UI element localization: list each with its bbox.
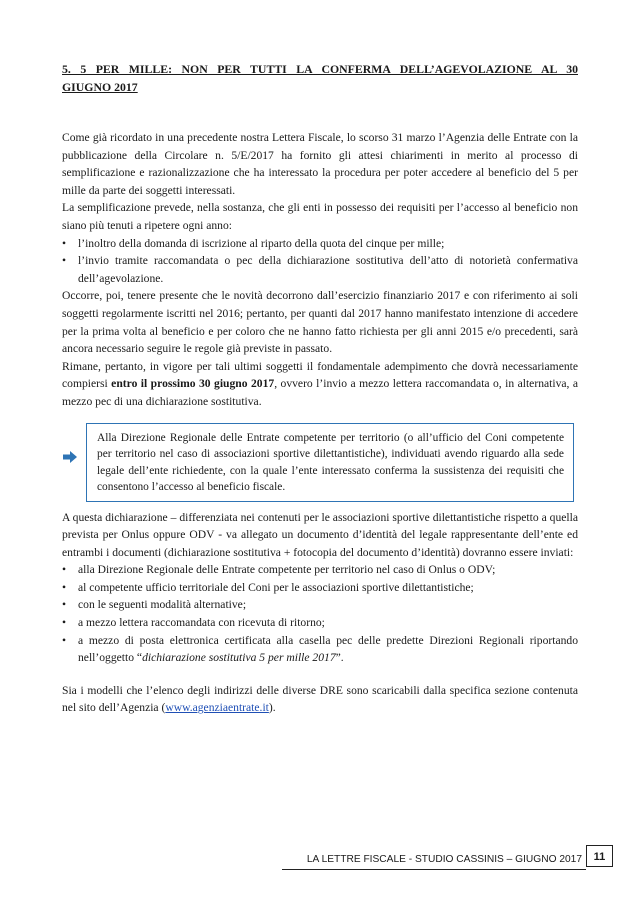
- list-item-text: con le seguenti modalità alternative;: [78, 598, 247, 612]
- list-item: [62, 561, 578, 579]
- bullet-icon: •: [62, 236, 67, 250]
- section-heading: [62, 60, 578, 96]
- paragraph-text: , ovvero l’invio a mezzo lettera raccomandata o, in alternativa, a mezzo pec di una dichiarazione sostitutiva.: [62, 377, 579, 408]
- paragraph-intro: Come già ricordato in una precedente nostra Lettera Fiscale, lo scorso 31 marzo l’Agenzia delle Entrate con la pubblicazione della Circolare n. 5/E/2017 ha fornito gli attesi chiarimenti in merito al processo di semplificazione e razionalizzazione che ha interessato la procedura per poter accedere al beneficio del 5 per mille da parte dei soggetti interessati.: [62, 131, 578, 197]
- section-heading-line2: GIUGNO 2017: [62, 80, 138, 94]
- list-item-text-part: ”.: [335, 651, 344, 665]
- paragraph-dichiarazione: A questa dichiarazione – differenziata nei contenuti per le associazioni sportive dilettantistiche rispetto a quella prevista per Onlus oppure ODV - va allegato un documento d’identità del legale rappresentante dell’ente ed entrambi i documenti (dichiarazione sostitutiva + fotocopia del documento d’identità) dovranno essere inviati:: [62, 510, 578, 559]
- right-arrow-icon: [62, 450, 78, 464]
- list-item-text: a mezzo lettera raccomandata con ricevuta di ritorno;: [78, 616, 325, 630]
- paragraph-adempimento: [62, 358, 578, 411]
- list-item-text: al competente ufficio territoriale del Coni per le associazioni sportive dilettantistiche;: [78, 580, 474, 594]
- bullet-icon: •: [62, 580, 67, 594]
- bullet-icon: •: [62, 598, 67, 612]
- list-item: [62, 596, 578, 614]
- agenzia-entrate-link[interactable]: www.agenziaentrate.it: [165, 701, 269, 715]
- bullet-list-exemptions: [62, 235, 578, 288]
- list-item: [62, 235, 578, 253]
- callout-box: Alla Direzione Regionale delle Entrate competente per territorio (o all’ufficio del Coni competente per territorio nel caso di associazioni sportive dilettantistiche), individuati avendo riguardo alla sede legale dell’ente richiedente, con la quale l’ente interessato conferma la sussistenza dei requisiti che consentono l’accesso al beneficio fiscale.: [86, 423, 574, 502]
- paragraph-semplificazione: La semplificazione prevede, nella sostanza, che gli enti in possesso dei requisiti per l’accesso al beneficio non siano più tenuti a ripetere ogni anno:: [62, 201, 578, 232]
- page-content: [62, 60, 578, 717]
- page-footer: LA LETTRE FISCALE - STUDIO CASSINIS – GIUGNO 2017: [306, 854, 582, 865]
- bullet-icon: •: [62, 563, 67, 577]
- bullet-list-destinatari: [62, 561, 578, 667]
- list-item: [62, 579, 578, 597]
- paragraph-text: ).: [268, 701, 276, 715]
- page-number: 11: [586, 845, 613, 867]
- bullet-icon: •: [62, 254, 67, 268]
- bullet-icon: •: [62, 616, 67, 630]
- list-item-text: alla Direzione Regionale delle Entrate competente per territorio nel caso di Onlus o ODV;: [78, 563, 496, 577]
- list-item-text: [78, 634, 578, 665]
- bullet-icon: •: [62, 633, 67, 647]
- list-item-text-part: a mezzo di posta elettronica certificata alla casella pec delle predette Direzioni Regionali riportando nell’oggetto “: [78, 633, 578, 665]
- list-item: [62, 614, 578, 632]
- paragraph-modelli: [62, 682, 578, 717]
- footer-divider: [282, 869, 586, 870]
- deadline-text: entro il prossimo 30 giugno 2017: [111, 377, 275, 391]
- section-heading-line1: 5. 5 PER MILLE: NON PER TUTTI LA CONFERMA DELL’AGEVOLAZIONE AL 30: [62, 62, 578, 76]
- paragraph-novita: Occorre, poi, tenere presente che le novità decorrono dall’esercizio finanziario 2017 e con riferimento ai soli soggetti regolarmente iscritti nel 2016; pertanto, per quanti dal 2017 hanno manifestato intenzione di accedere per la prima volta al beneficio e per coloro che ne hanno fatto richiesta per gli anni 2015 e/o precedenti, sarà ancora necessario seguire le regole già previste in passato.: [62, 289, 578, 356]
- list-item-text: l’invio tramite raccomandata o pec della dichiarazione sostitutiva dell’atto di notorietà confermativa dell’agevolazione.: [78, 254, 578, 285]
- list-item: [62, 252, 578, 287]
- paragraph-text: Sia i modelli che l’elenco degli indirizzi delle diverse DRE sono scaricabili dalla specifica sezione contenuta nel sito dell’Agenzia (: [62, 683, 578, 715]
- list-item-text: l’inoltro della domanda di iscrizione al riparto della quota del cinque per mille;: [78, 236, 445, 250]
- pec-subject-text: dichiarazione sostitutiva 5 per mille 2017: [142, 651, 336, 665]
- callout: [62, 423, 578, 499]
- paragraph-text: Rimane, pertanto, in vigore per tali ultimi soggetti il fondamentale adempimento che dovrà necessariamente compiersi: [62, 359, 578, 391]
- list-item: [62, 632, 578, 667]
